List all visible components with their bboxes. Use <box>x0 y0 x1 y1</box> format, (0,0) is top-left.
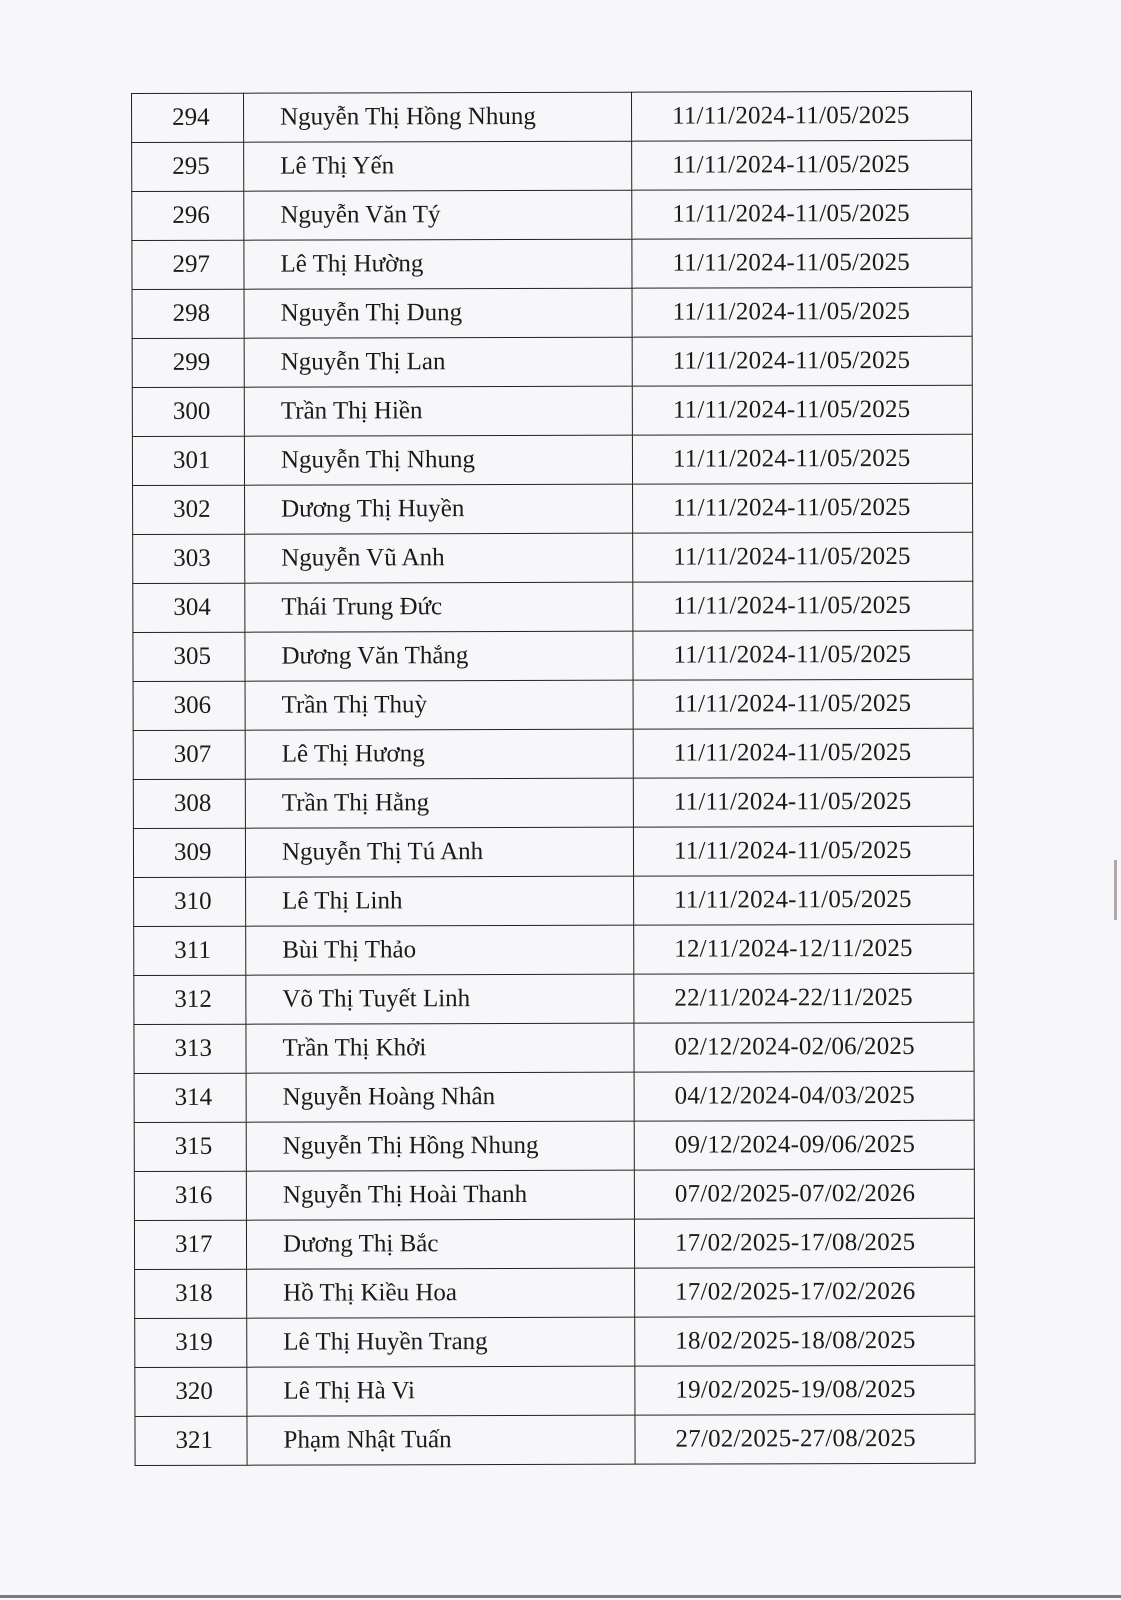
row-number-cell: 317 <box>134 1220 246 1269</box>
date-range-cell: 11/11/2024-11/05/2025 <box>633 826 973 876</box>
full-name-cell: Trần Thị Khởi <box>246 1023 634 1073</box>
date-range-cell: 11/11/2024-11/05/2025 <box>633 581 973 631</box>
full-name-cell: Lê Thị Hường <box>244 239 632 289</box>
full-name-cell: Lê Thị Linh <box>246 876 634 926</box>
row-number-cell: 298 <box>132 289 244 338</box>
full-name-cell: Trần Thị Thuỳ <box>245 680 633 730</box>
date-range-cell: 11/11/2024-11/05/2025 <box>632 189 972 239</box>
row-number-cell: 306 <box>133 681 245 730</box>
table-row <box>133 777 973 828</box>
table-row <box>133 826 973 877</box>
date-range-cell: 11/11/2024-11/05/2025 <box>634 875 974 925</box>
row-number-cell: 304 <box>133 583 245 632</box>
full-name-cell: Dương Thị Bắc <box>246 1219 634 1269</box>
row-number-cell: 302 <box>133 485 245 534</box>
roster-table-body <box>132 91 976 1465</box>
full-name-cell: Nguyễn Thị Dung <box>244 288 632 338</box>
date-range-cell: 17/02/2025-17/02/2026 <box>635 1267 975 1317</box>
full-name-cell: Lê Thị Hà Vi <box>247 1366 635 1416</box>
row-number-cell: 295 <box>132 142 244 191</box>
table-row <box>133 679 973 730</box>
table-row <box>134 1120 974 1171</box>
table-row <box>133 728 973 779</box>
date-range-cell: 22/11/2024-22/11/2025 <box>634 973 974 1023</box>
date-range-cell: 11/11/2024-11/05/2025 <box>631 91 971 141</box>
date-range-cell: 17/02/2025-17/08/2025 <box>634 1218 974 1268</box>
date-range-cell: 02/12/2024-02/06/2025 <box>634 1022 974 1072</box>
full-name-cell: Lê Thị Hương <box>245 729 633 779</box>
table-row <box>135 1316 975 1367</box>
roster-table <box>131 91 976 1466</box>
full-name-cell: Nguyễn Thị Hoài Thanh <box>246 1170 634 1220</box>
date-range-cell: 11/11/2024-11/05/2025 <box>633 728 973 778</box>
date-range-cell: 11/11/2024-11/05/2025 <box>632 140 972 190</box>
row-number-cell: 319 <box>135 1318 247 1367</box>
full-name-cell: Bùi Thị Thảo <box>246 925 634 975</box>
table-row <box>134 1071 974 1122</box>
row-number-cell: 313 <box>134 1024 246 1073</box>
date-range-cell: 19/02/2025-19/08/2025 <box>635 1365 975 1415</box>
row-number-cell: 309 <box>133 828 245 877</box>
row-number-cell: 301 <box>132 436 244 485</box>
date-range-cell: 18/02/2025-18/08/2025 <box>635 1316 975 1366</box>
row-number-cell: 303 <box>133 534 245 583</box>
row-number-cell: 320 <box>135 1367 247 1416</box>
row-number-cell: 294 <box>132 93 244 142</box>
table-row <box>132 287 972 338</box>
row-number-cell: 315 <box>134 1122 246 1171</box>
full-name-cell: Nguyễn Thị Hồng Nhung <box>244 92 632 142</box>
scan-side-mark <box>1114 860 1117 920</box>
table-row <box>132 434 972 485</box>
full-name-cell: Võ Thị Tuyết Linh <box>246 974 634 1024</box>
table-row <box>134 924 974 975</box>
date-range-cell: 11/11/2024-11/05/2025 <box>633 777 973 827</box>
date-range-cell: 11/11/2024-11/05/2025 <box>633 532 973 582</box>
table-row <box>132 238 972 289</box>
full-name-cell: Nguyễn Hoàng Nhân <box>246 1072 634 1122</box>
full-name-cell: Nguyễn Thị Hồng Nhung <box>246 1121 634 1171</box>
full-name-cell: Nguyễn Vũ Anh <box>245 533 633 583</box>
row-number-cell: 307 <box>133 730 245 779</box>
table-row <box>132 385 972 436</box>
table-row <box>133 581 973 632</box>
row-number-cell: 297 <box>132 240 244 289</box>
date-range-cell: 27/02/2025-27/08/2025 <box>635 1414 975 1464</box>
full-name-cell: Nguyễn Văn Tý <box>244 190 632 240</box>
date-range-cell: 11/11/2024-11/05/2025 <box>632 434 972 484</box>
full-name-cell: Nguyễn Thị Lan <box>244 337 632 387</box>
table-row <box>133 483 973 534</box>
table-row <box>135 1414 975 1465</box>
date-range-cell: 07/02/2025-07/02/2026 <box>634 1169 974 1219</box>
full-name-cell: Nguyễn Thị Nhung <box>244 435 632 485</box>
date-range-cell: 11/11/2024-11/05/2025 <box>633 630 973 680</box>
row-number-cell: 318 <box>135 1269 247 1318</box>
row-number-cell: 305 <box>133 632 245 681</box>
row-number-cell: 308 <box>133 779 245 828</box>
table-row <box>132 189 972 240</box>
table-row <box>135 1365 975 1416</box>
full-name-cell: Trần Thị Hiền <box>244 386 632 436</box>
table-row <box>134 875 974 926</box>
scan-bottom-edge <box>0 1595 1121 1598</box>
date-range-cell: 11/11/2024-11/05/2025 <box>632 238 972 288</box>
table-row <box>134 1218 974 1269</box>
date-range-cell: 04/12/2024-04/03/2025 <box>634 1071 974 1121</box>
row-number-cell: 311 <box>134 926 246 975</box>
table-row <box>134 1169 974 1220</box>
date-range-cell: 09/12/2024-09/06/2025 <box>634 1120 974 1170</box>
date-range-cell: 11/11/2024-11/05/2025 <box>632 385 972 435</box>
full-name-cell: Dương Văn Thắng <box>245 631 633 681</box>
table-row <box>133 532 973 583</box>
row-number-cell: 300 <box>132 387 244 436</box>
row-number-cell: 310 <box>134 877 246 926</box>
row-number-cell: 312 <box>134 975 246 1024</box>
table-row <box>132 91 972 142</box>
date-range-cell: 11/11/2024-11/05/2025 <box>633 679 973 729</box>
table-container <box>131 91 975 1466</box>
full-name-cell: Trần Thị Hằng <box>245 778 633 828</box>
row-number-cell: 299 <box>132 338 244 387</box>
full-name-cell: Thái Trung Đức <box>245 582 633 632</box>
date-range-cell: 12/11/2024-12/11/2025 <box>634 924 974 974</box>
full-name-cell: Lê Thị Huyền Trang <box>247 1317 635 1367</box>
table-row <box>134 973 974 1024</box>
table-row <box>132 140 972 191</box>
table-row <box>134 1022 974 1073</box>
date-range-cell: 11/11/2024-11/05/2025 <box>632 287 972 337</box>
table-row <box>132 336 972 387</box>
row-number-cell: 296 <box>132 191 244 240</box>
row-number-cell: 316 <box>134 1171 246 1220</box>
row-number-cell: 321 <box>135 1416 247 1465</box>
date-range-cell: 11/11/2024-11/05/2025 <box>632 336 972 386</box>
full-name-cell: Hồ Thị Kiều Hoa <box>247 1268 635 1318</box>
date-range-cell: 11/11/2024-11/05/2025 <box>633 483 973 533</box>
table-row <box>133 630 973 681</box>
full-name-cell: Phạm Nhật Tuấn <box>247 1415 635 1465</box>
full-name-cell: Dương Thị Huyền <box>245 484 633 534</box>
row-number-cell: 314 <box>134 1073 246 1122</box>
full-name-cell: Nguyễn Thị Tú Anh <box>245 827 633 877</box>
table-row <box>135 1267 975 1318</box>
full-name-cell: Lê Thị Yến <box>244 141 632 191</box>
